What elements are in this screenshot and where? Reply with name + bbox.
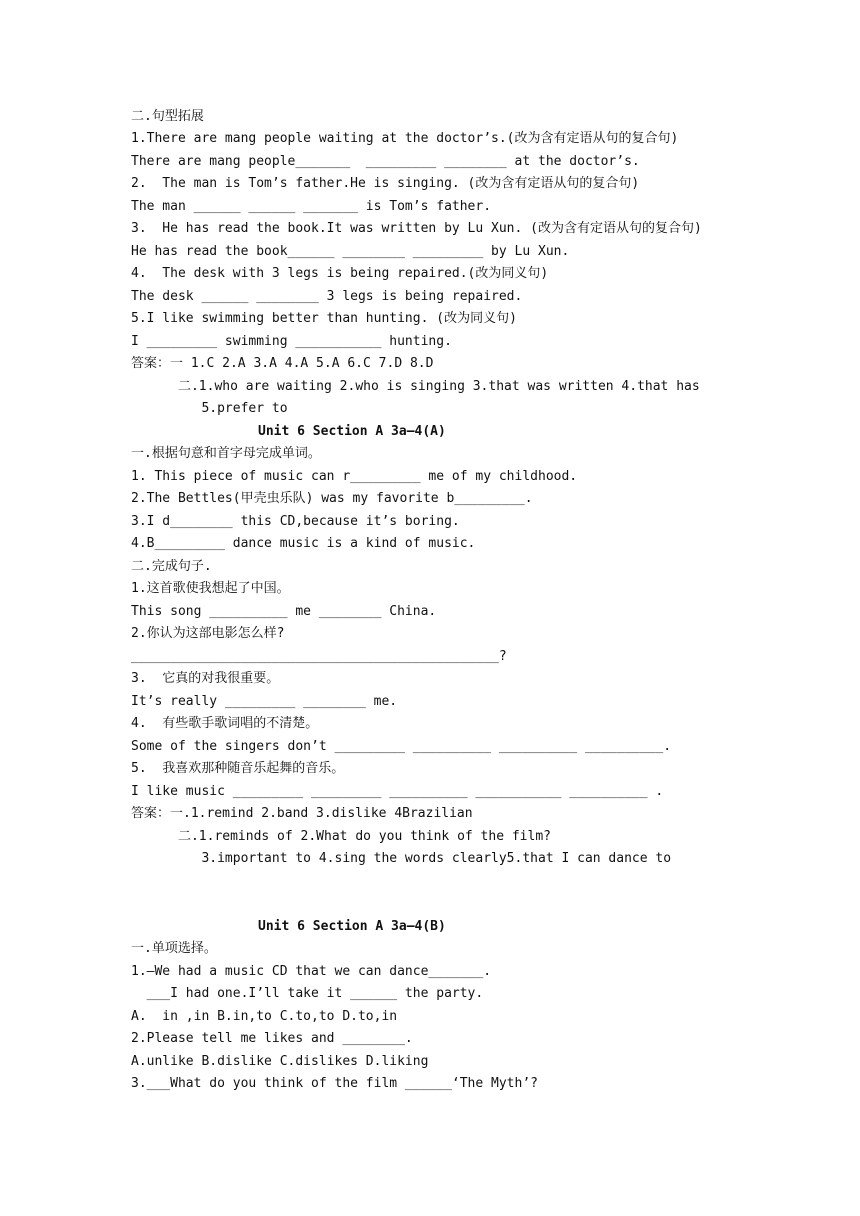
exercise-line: I _________ swimming ___________ hunting. [131, 334, 452, 349]
exercise-line: A.unlike B.dislike C.dislikes D.liking [131, 1054, 429, 1069]
answer-line: 二.1.reminds of 2.What do you think of the film? [131, 829, 551, 844]
exercise-line: 2.你认为这部电影怎么样? [131, 626, 285, 641]
exercise-line: 2.The Bettles(甲壳虫乐队) was my favorite b_________. [131, 491, 533, 506]
exercise-line: The man ______ ______ _______ is Tom’s father. [131, 199, 492, 214]
section-heading: 一.根据句意和首字母完成单词。 [131, 446, 321, 461]
exercise-line: 3.___What do you think of the film ______‘The Myth’? [131, 1076, 538, 1091]
unit-title: Unit 6 Section A 3a—4(A) [258, 424, 446, 439]
exercise-line: 4.B_________ dance music is a kind of music. [131, 536, 476, 551]
exercise-line: 4. The desk with 3 legs is being repaired.(改为同义句) [131, 266, 549, 281]
exercise-line: He has read the book______ ________ _________ by Lu Xun. [131, 244, 570, 259]
exercise-line: _______________________________________________? [131, 649, 507, 664]
exercise-line: 3.I d________ this CD,because it’s boring. [131, 514, 460, 529]
exercise-line: This song __________ me ________ China. [131, 604, 437, 619]
exercise-line: 3. He has read the book.It was written by Lu Xun. (改为含有定语从句的复合句) [131, 221, 702, 236]
exercise-line: I like music _________ _________ __________ ___________ __________ . [131, 784, 664, 799]
answer-line: 3.important to 4.sing the words clearly5.that I can dance to [131, 851, 672, 866]
exercise-line: 4. 有些歌手歌词唱的不清楚。 [131, 716, 319, 731]
exercise-line: The desk ______ ________ 3 legs is being repaired. [131, 289, 523, 304]
exercise-line: 1.—We had a music CD that we can dance_______. [131, 964, 492, 979]
section-heading: 一.单项选择。 [131, 941, 217, 956]
unit-title: Unit 6 Section A 3a—4(B) [258, 919, 446, 934]
answer-line: 二.1.who are waiting 2.who is singing 3.that was written 4.that has [131, 379, 700, 394]
exercise-line: ___I had one.I’ll take it ______ the party. [131, 986, 484, 1001]
exercise-line: 1. This piece of music can r_________ me of my childhood. [131, 469, 578, 484]
exercise-line: 3. 它真的对我很重要。 [131, 671, 280, 686]
exercise-line: It’s really _________ ________ me. [131, 694, 398, 709]
exercise-line: 5. 我喜欢那种随音乐起舞的音乐。 [131, 761, 345, 776]
answer-line: 答案：一.1.remind 2.band 3.dislike 4Brazilian [131, 806, 473, 821]
exercise-line: 5.I like swimming better than hunting. (改为同义句) [131, 311, 517, 326]
section-heading: 二.句型拓展 [131, 109, 204, 124]
answer-line: 5.prefer to [131, 401, 288, 416]
exercise-line: 2. The man is Tom’s father.He is singing. (改为含有定语从句的复合句) [131, 176, 640, 191]
exercise-line: A. in ,in B.in,to C.to,to D.to,in [131, 1009, 398, 1024]
exercise-line: Some of the singers don’t _________ __________ __________ __________. [131, 739, 672, 754]
exercise-line: There are mang people_______ _________ ________ at the doctor’s. [131, 154, 640, 169]
exercise-line: 1.There are mang people waiting at the doctor’s.(改为含有定语从句的复合句) [131, 131, 679, 146]
exercise-line: 1.这首歌使我想起了中国。 [131, 581, 290, 596]
exercise-line: 2.Please tell me likes and ________. [131, 1031, 413, 1046]
answer-line: 答案：一 1.C 2.A 3.A 4.A 5.A 6.C 7.D 8.D [131, 356, 434, 371]
section-heading: 二.完成句子. [131, 559, 212, 574]
